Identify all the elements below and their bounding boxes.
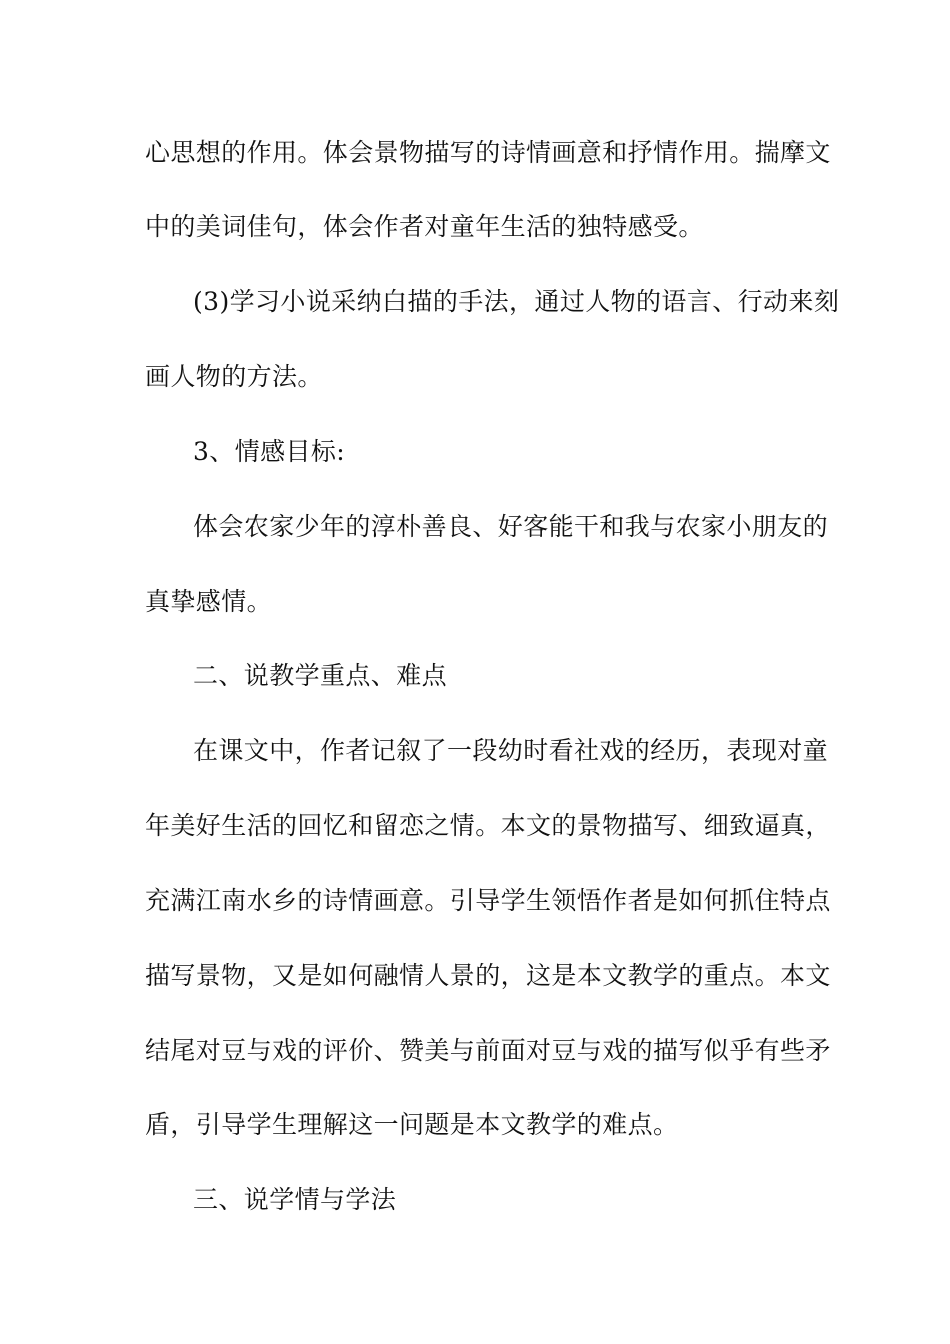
paragraph-line: 盾，引导学生理解这一问题是本文教学的难点。 [145,1110,679,1139]
paragraph-line: 充满江南水乡的诗情画意。引导学生领悟作者是如何抓住特点 [145,886,831,915]
paragraph-line: 描写景物，又是如何融情人景的，这是本文教学的重点。本文 [145,961,831,990]
paragraph-line: 真挚感情。 [145,587,273,616]
paragraph-line: 年美好生活的回忆和留恋之情。本文的景物描写、细致逼真， [145,811,831,840]
paragraph-line: 中的美词佳句，体会作者对童年生活的独特感受。 [145,212,704,241]
paragraph-line: (3)学习小说采纳白描的手法，通过人物的语言、行动来刻 [193,287,840,316]
section-heading: 三、说学情与学法 [193,1185,397,1214]
paragraph-line: 在课文中，作者记叙了一段幼时看社戏的经历，表现对童 [193,736,829,765]
paragraph-line: 结尾对豆与戏的评价、赞美与前面对豆与戏的描写似乎有些矛 [145,1036,831,1065]
section-heading: 3、情感目标: [193,437,346,466]
paragraph-line: 画人物的方法。 [145,362,323,391]
paragraph-line: 体会农家少年的淳朴善良、好客能干和我与农家小朋友的 [193,512,829,541]
section-heading: 二、说教学重点、难点 [193,661,448,690]
paragraph-line: 心思想的作用。体会景物描写的诗情画意和抒情作用。揣摩文 [145,138,831,167]
